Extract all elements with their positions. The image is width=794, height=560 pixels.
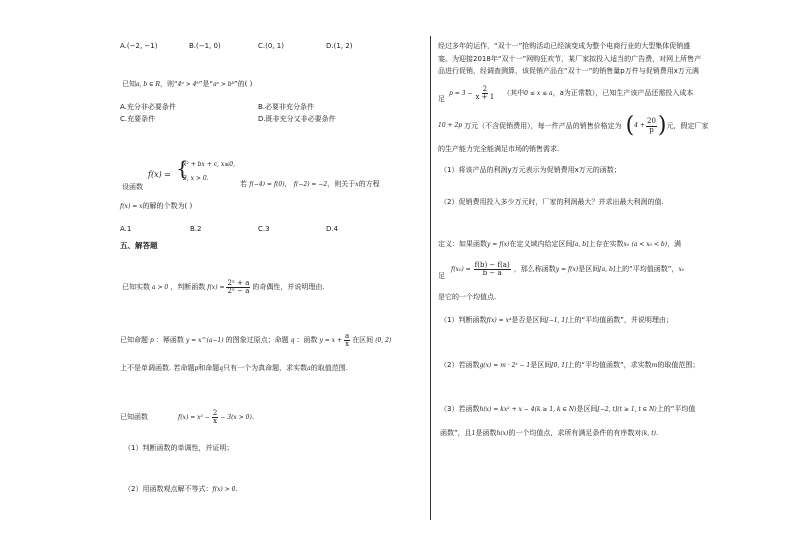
question-parity: 已知实数 a > 0 ，判断函数 f(x) = $\frac{\text{2ˣ + a}}{\text{2ˣ − a}}$ 的奇偶性，并说明理由.	[122, 279, 325, 296]
sale-line-6: 的生产能力完全能满足市场的销售需求.	[438, 145, 560, 153]
mean-part-3-line2: 函数”，且1是函数h(x)的一个均值点，求所有满足条件的有序数对(k, t).	[440, 429, 659, 437]
column-divider	[430, 36, 431, 520]
sale-line-2: 宴。为迎接2018年“双十一”网购狂欢节，某厂家拟投入适当的广告费，对网上所售产	[438, 55, 702, 63]
choice-a: A.(−2, −1)	[120, 42, 158, 50]
question-ab: 已知a, b ∈ R，则“4ᵃ > 4ᵇ”是“aᵃ > bᵇ”的( )	[122, 80, 253, 88]
option-c: C.充要条件	[120, 115, 156, 123]
option-b: B.必要非充分条件	[258, 103, 315, 111]
option-d: D.4	[326, 225, 339, 233]
mean-line-2: 足 f(x₀) = $\frac{f(b) - f(a)}{b - a}$ ，那么称函数 y = f(x) 是区间 [a, b] 上的“平均值函数”， x₀	[438, 260, 685, 280]
question-proposition: 已知命题 p ：幂函数 y = x^(a−1) 的图象过原点；命题 q ：函数 y = x + $\frac{a}{x}$ 在区间 (0, 2)	[120, 332, 392, 349]
section-heading: 五、解答题	[120, 241, 158, 250]
option-a: A.充分非必要条件	[120, 103, 176, 111]
sale-part-2: （2）促销费用投入多少万元时，厂家的利润最大？并求出最大利润的值.	[440, 198, 664, 206]
option-a: A.1	[120, 225, 132, 233]
option-c: C.3	[258, 225, 270, 233]
sale-part-1: （1）将该产品的利润y万元表示为促销费用x万元的函数；	[440, 166, 621, 174]
mean-part-2: （2）若函数g(x) = m · 2ˣ − 1是区间[0, 1]上的“平均值函数”，求实数m的取值范围；	[440, 361, 700, 369]
sale-line-3: 品进行促销，经调查测算，该促销产品在“双十一”的销售量p万件与促销费用x万元满	[438, 67, 699, 75]
choice-b: B.(−1, 0)	[189, 42, 221, 50]
fraction: $\frac{a}{x}$	[345, 332, 350, 349]
mean-line-3: 是它的一个均值点.	[438, 293, 497, 301]
brace-glyph: {	[176, 156, 189, 180]
fraction: $\frac{2}{x}$	[212, 409, 218, 426]
fraction: $\frac{2}{x + 1}$	[475, 84, 495, 101]
sale-line-4: 足 p = 3 − $\frac{2}{x + 1}$ （其中 0 ≤ x ≤ a ，a为正常数），已知生产该产品还需投入成本	[438, 84, 694, 103]
choice-d: D.(1, 2)	[326, 42, 353, 50]
fraction: $\frac{f(b) - f(a)}{b - a}$	[474, 260, 510, 277]
mean-line-1: 定义：如果函数y = f(x)在定义域内给定区间[a, b]上存在实数x₀ (a < x₀ < b)，满	[438, 240, 682, 248]
mean-part-1: （1）判断函数f(x) = x⁴是否是区间[−1, 1]上的“平均值函数”，并说明理由；	[440, 316, 673, 324]
sale-line-5: 10 + 2p 万元（不含促销费用），每一件产品的销售价格定为 ( 4 + $\frac{20}{p}$ ) 元，假定厂家	[438, 113, 709, 138]
option-b: B.2	[190, 225, 202, 233]
sale-line-1: 经过多年的运作，“双十一”抢购活动已经演变成为整个电商行业的大型集体促销盛	[438, 42, 691, 50]
fraction: $\frac{\text{2ˣ + a}}{\text{2ˣ − a}}$	[227, 279, 250, 296]
fraction: $\frac{20}{p}$	[647, 117, 656, 134]
part-1: （1）判断函数的单调性，并证明；	[124, 444, 234, 452]
choice-c: C.(0, 1)	[258, 42, 284, 50]
question-proposition-line2: 上不是单调函数. 若命题p和命题q只有一个为真命题，求实数a的取值范围.	[120, 364, 348, 372]
option-d: D.既非充分又非必要条件	[258, 115, 336, 123]
part-2: （2）用函数观点解不等式：f(x) > 0.	[124, 485, 238, 493]
mean-part-3: （3）若函数h(x) = kx² + x − 4(k ≥ 1, k ∈ N)是区间[−2, t](t ≥ 1, t ∈ N)上的“平均值	[440, 405, 696, 413]
question-monotonic: 已知函数 f(x) = x² − $\frac{2}{x}$ − 3(x > 0) .	[120, 409, 255, 426]
